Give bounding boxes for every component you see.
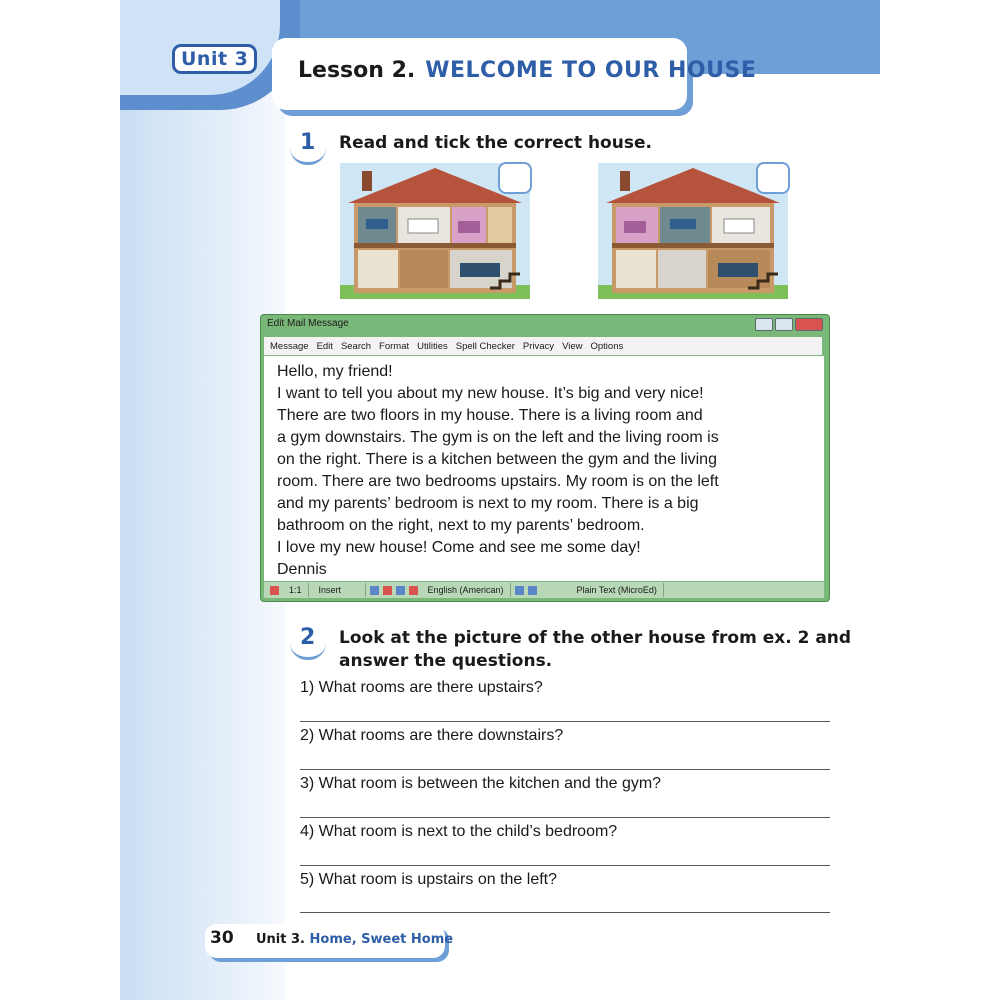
question-1: 1) What rooms are there upstairs? <box>300 679 543 696</box>
lesson-title <box>298 58 756 83</box>
format-icon[interactable] <box>370 586 379 595</box>
menu-item-options[interactable]: Options <box>590 340 624 352</box>
answer-line-4[interactable] <box>300 865 830 866</box>
mail-line: I love my new house! Come and see me some day! <box>277 539 641 556</box>
format-icon[interactable] <box>396 586 405 595</box>
window-controls <box>755 318 823 331</box>
exercise-2-instruction-line-2: answer the questions. <box>339 651 553 671</box>
mail-line: room. There are two bedrooms upstairs. My room is on the left <box>277 473 719 490</box>
mail-body-text-area[interactable] <box>264 356 824 581</box>
status-position: 1:1 <box>283 583 309 597</box>
spell-icon[interactable] <box>515 586 524 595</box>
status-mode: Insert <box>313 583 366 597</box>
answer-line-3[interactable] <box>300 817 830 818</box>
tick-box-house-2[interactable] <box>756 162 790 194</box>
mail-line: There are two floors in my house. There is a living room and <box>277 407 703 424</box>
page-number: 30 <box>210 928 234 948</box>
question-3: 3) What room is between the kitchen and the gym? <box>300 775 662 792</box>
swoosh-decoration <box>290 148 326 165</box>
swoosh-decoration <box>290 643 326 660</box>
mail-window <box>260 314 830 602</box>
mail-line: and my parents’ bedroom is next to my room. There is a big <box>277 495 699 512</box>
menu-item-search[interactable]: Search <box>340 340 372 352</box>
question-4: 4) What room is next to the child’s bedroom? <box>300 823 618 840</box>
format-icon[interactable] <box>409 586 418 595</box>
tick-box-house-1[interactable] <box>498 162 532 194</box>
answer-line-2[interactable] <box>300 769 830 770</box>
mail-line: I want to tell you about my new house. It’s big and very nice! <box>277 385 704 402</box>
settings-icon[interactable] <box>528 586 537 595</box>
mail-menu-bar <box>264 337 822 355</box>
mail-line: on the right. There is a kitchen between the gym and the living <box>277 451 717 468</box>
mail-line: a gym downstairs. The gym is on the left and the living room is <box>277 429 719 446</box>
close-icon[interactable] <box>795 318 823 331</box>
minimize-icon[interactable] <box>755 318 773 331</box>
answer-line-5[interactable] <box>300 912 830 913</box>
mail-window-title: Edit Mail Message <box>267 318 349 329</box>
menu-item-utilities[interactable]: Utilities <box>417 340 448 352</box>
menu-item-spell-checker[interactable]: Spell Checker <box>455 340 515 352</box>
question-2: 2) What rooms are there downstairs? <box>300 727 564 744</box>
menu-item-format[interactable]: Format <box>379 340 410 352</box>
answer-line-1[interactable] <box>300 721 830 722</box>
textbook-page <box>120 0 880 1000</box>
exercise-1-instruction: Read and tick the correct house. <box>339 133 652 153</box>
lesson-name: WELCOME TO OUR HOUSE <box>425 58 757 83</box>
mail-line: bathroom on the right, next to my parents’ bedroom. <box>277 517 645 534</box>
unit-badge: Unit 3 <box>172 44 257 74</box>
status-format: Plain Text (MicroEd) <box>571 583 664 597</box>
mail-line: Dennis <box>277 561 327 578</box>
exercise-2-instruction-line-1: Look at the picture of the other house from ex. 2 and <box>339 628 852 648</box>
exercise-1-number-text: 1 <box>300 130 316 155</box>
mail-status-bar <box>264 582 824 598</box>
question-5: 5) What room is upstairs on the left? <box>300 871 557 888</box>
maximize-icon[interactable] <box>775 318 793 331</box>
status-language: English (American) <box>422 583 511 597</box>
menu-item-edit[interactable]: Edit <box>316 340 333 352</box>
exercise-2-number-text: 2 <box>300 625 316 650</box>
exercise-1-number <box>300 130 315 155</box>
format-icon[interactable] <box>383 586 392 595</box>
footer-unit-label: Unit 3. <box>256 932 305 947</box>
menu-item-privacy[interactable]: Privacy <box>522 340 555 352</box>
exercise-2-number <box>300 625 315 650</box>
menu-item-view[interactable]: View <box>562 340 583 352</box>
footer-unit-name: Home, Sweet Home <box>309 932 454 947</box>
footer-unit-title <box>256 932 453 947</box>
menu-item-message[interactable]: Message <box>270 340 309 352</box>
status-icon <box>270 586 279 595</box>
exercise-2-instruction <box>339 627 851 673</box>
mail-line: Hello, my friend! <box>277 363 393 380</box>
lesson-label: Lesson 2. <box>298 58 416 83</box>
